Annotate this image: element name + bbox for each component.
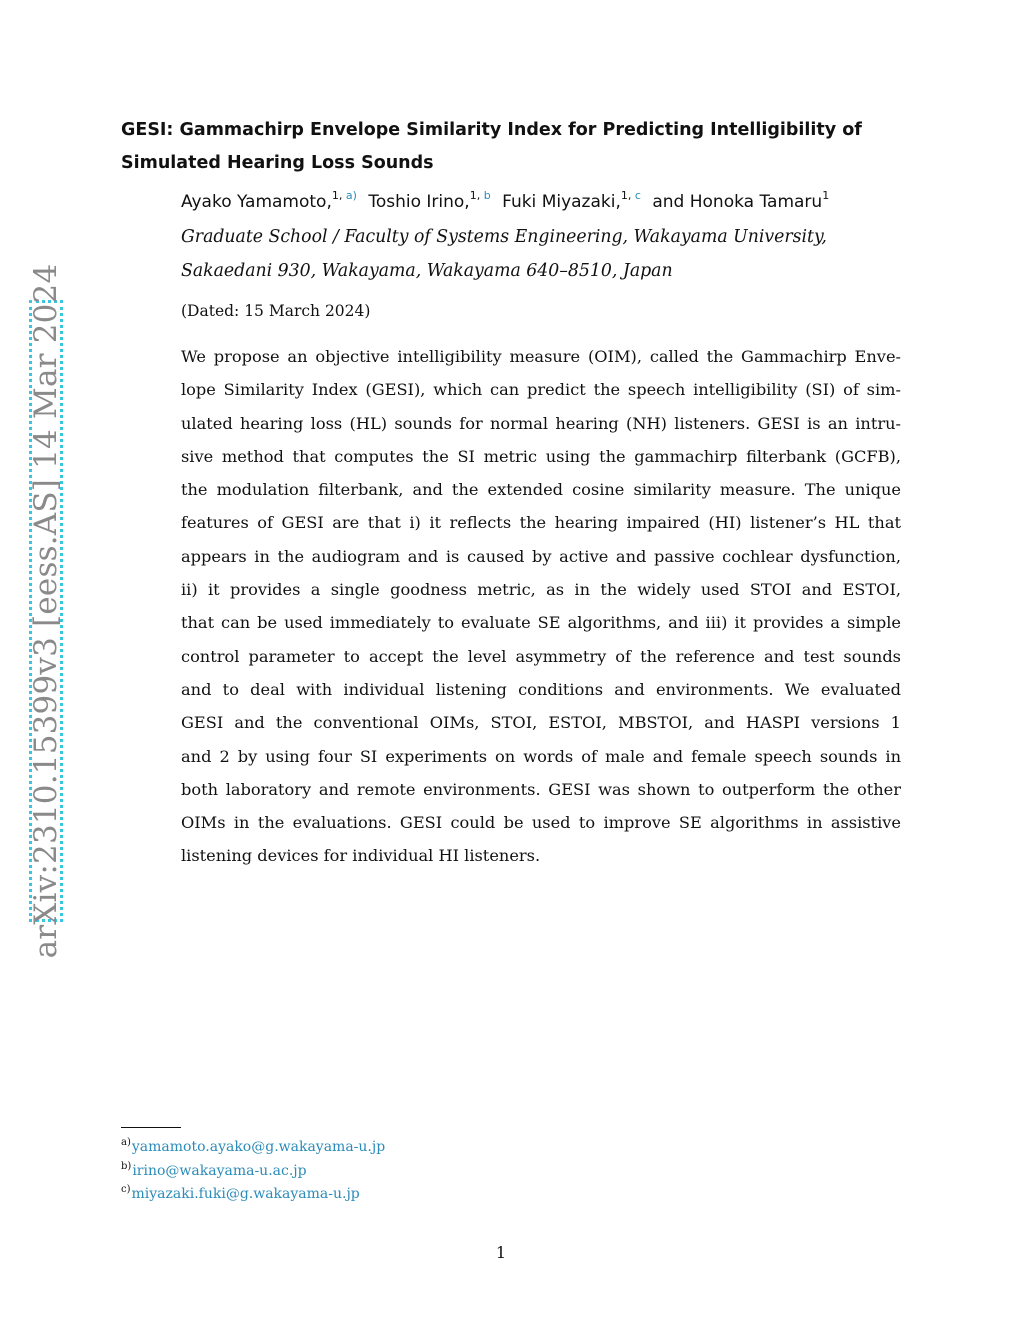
footnote-mark: c) [121, 1184, 131, 1195]
page-number: 1 [495, 1243, 507, 1262]
author [652, 189, 830, 212]
author [368, 189, 491, 212]
email-link[interactable]: irino@wakayama-u.ac.jp [132, 1162, 307, 1179]
arxiv-stamp [28, 263, 64, 959]
author-superscript: 1, a) [331, 189, 357, 202]
footnote-divider [121, 1127, 181, 1128]
abstract-line: the modulation filterbank, and the extended cosine similarity measure. The unique [181, 480, 901, 500]
abstract-line: ulated hearing loss (HL) sounds for normal hearing (NH) listeners. GESI is an intru- [181, 413, 901, 433]
footnote-link[interactable]: a) [345, 189, 357, 202]
abstract-line: OIMs in the evaluations. GESI could be used to improve SE algorithms in assistive [181, 813, 901, 833]
dated-line: (Dated: 15 March 2024) [181, 302, 371, 320]
affiliation [181, 221, 827, 288]
footnote [121, 1160, 385, 1184]
paper-title [121, 114, 881, 180]
footnote-mark: a) [121, 1137, 131, 1148]
affiliation-line-1: Graduate School / Faculty of Systems Engineering, Wakayama University, [181, 227, 827, 247]
abstract [181, 340, 901, 873]
author-name: Fuki Miyazaki, [502, 192, 621, 212]
abstract-line: features of GESI are that i) it reflects the hearing impaired (HI) listener’s HL that [181, 513, 901, 533]
title-line-2: Simulated Hearing Loss Sounds [121, 153, 434, 173]
footnote [121, 1183, 385, 1207]
author-superscript: 1, c [620, 189, 641, 202]
arxiv-identifier: arXiv:2310.15399v3 [eess.AS] 14 Mar 2024 [28, 263, 64, 959]
author-list [181, 189, 835, 215]
author-superscript: 1 [822, 189, 830, 202]
abstract-line: GESI and the conventional OIMs, STOI, ESTOI, MBSTOI, and HASPI versions 1 [181, 713, 901, 733]
title-line-1: GESI: Gammachirp Envelope Similarity Index for Predicting Intelligibility of [121, 120, 862, 140]
author [502, 189, 641, 212]
author-name: Toshio Irino, [368, 192, 470, 212]
footnote [121, 1136, 385, 1160]
footnotes [121, 1136, 385, 1207]
author [181, 189, 357, 212]
author-name: and Honoka Tamaru [652, 192, 823, 212]
abstract-line: listening devices for individual HI listeners. [181, 846, 541, 866]
abstract-line: appears in the audiogram and is caused by active and passive cochlear dysfunction, [181, 546, 901, 566]
abstract-line: We propose an objective intelligibility measure (OIM), called the Gammachirp Enve- [181, 347, 901, 366]
abstract-line: both laboratory and remote environments. GESI was shown to outperform the other [181, 779, 901, 799]
abstract-line: control parameter to accept the level asymmetry of the reference and test sounds [181, 646, 901, 666]
footnote-mark: b) [121, 1160, 132, 1172]
footnote-link[interactable]: c [634, 189, 641, 202]
abstract-line: lope Similarity Index (GESI), which can predict the speech intelligibility (SI) of sim- [181, 380, 901, 400]
affiliation-line-2: Sakaedani 930, Wakayama, Wakayama 640–8510, Japan [181, 260, 673, 281]
footnote-link[interactable]: b [483, 189, 491, 202]
author-name: Ayako Yamamoto, [181, 192, 332, 212]
author-superscript: 1, b [469, 189, 491, 202]
abstract-line: that can be used immediately to evaluate SE algorithms, and iii) it provides a simple [181, 613, 901, 633]
abstract-line: sive method that computes the SI metric using the gammachirp filterbank (GCFB), [181, 446, 901, 466]
abstract-line: and to deal with individual listening conditions and environments. We evaluated [181, 679, 901, 699]
abstract-line: ii) it provides a single goodness metric, as in the widely used STOI and ESTOI, [181, 580, 901, 600]
email-link[interactable]: miyazaki.fuki@g.wakayama-u.jp [131, 1186, 360, 1202]
email-link[interactable]: yamamoto.ayako@g.wakayama-u.jp [131, 1139, 386, 1155]
abstract-line: and 2 by using four SI experiments on words of male and female speech sounds in [181, 746, 901, 766]
